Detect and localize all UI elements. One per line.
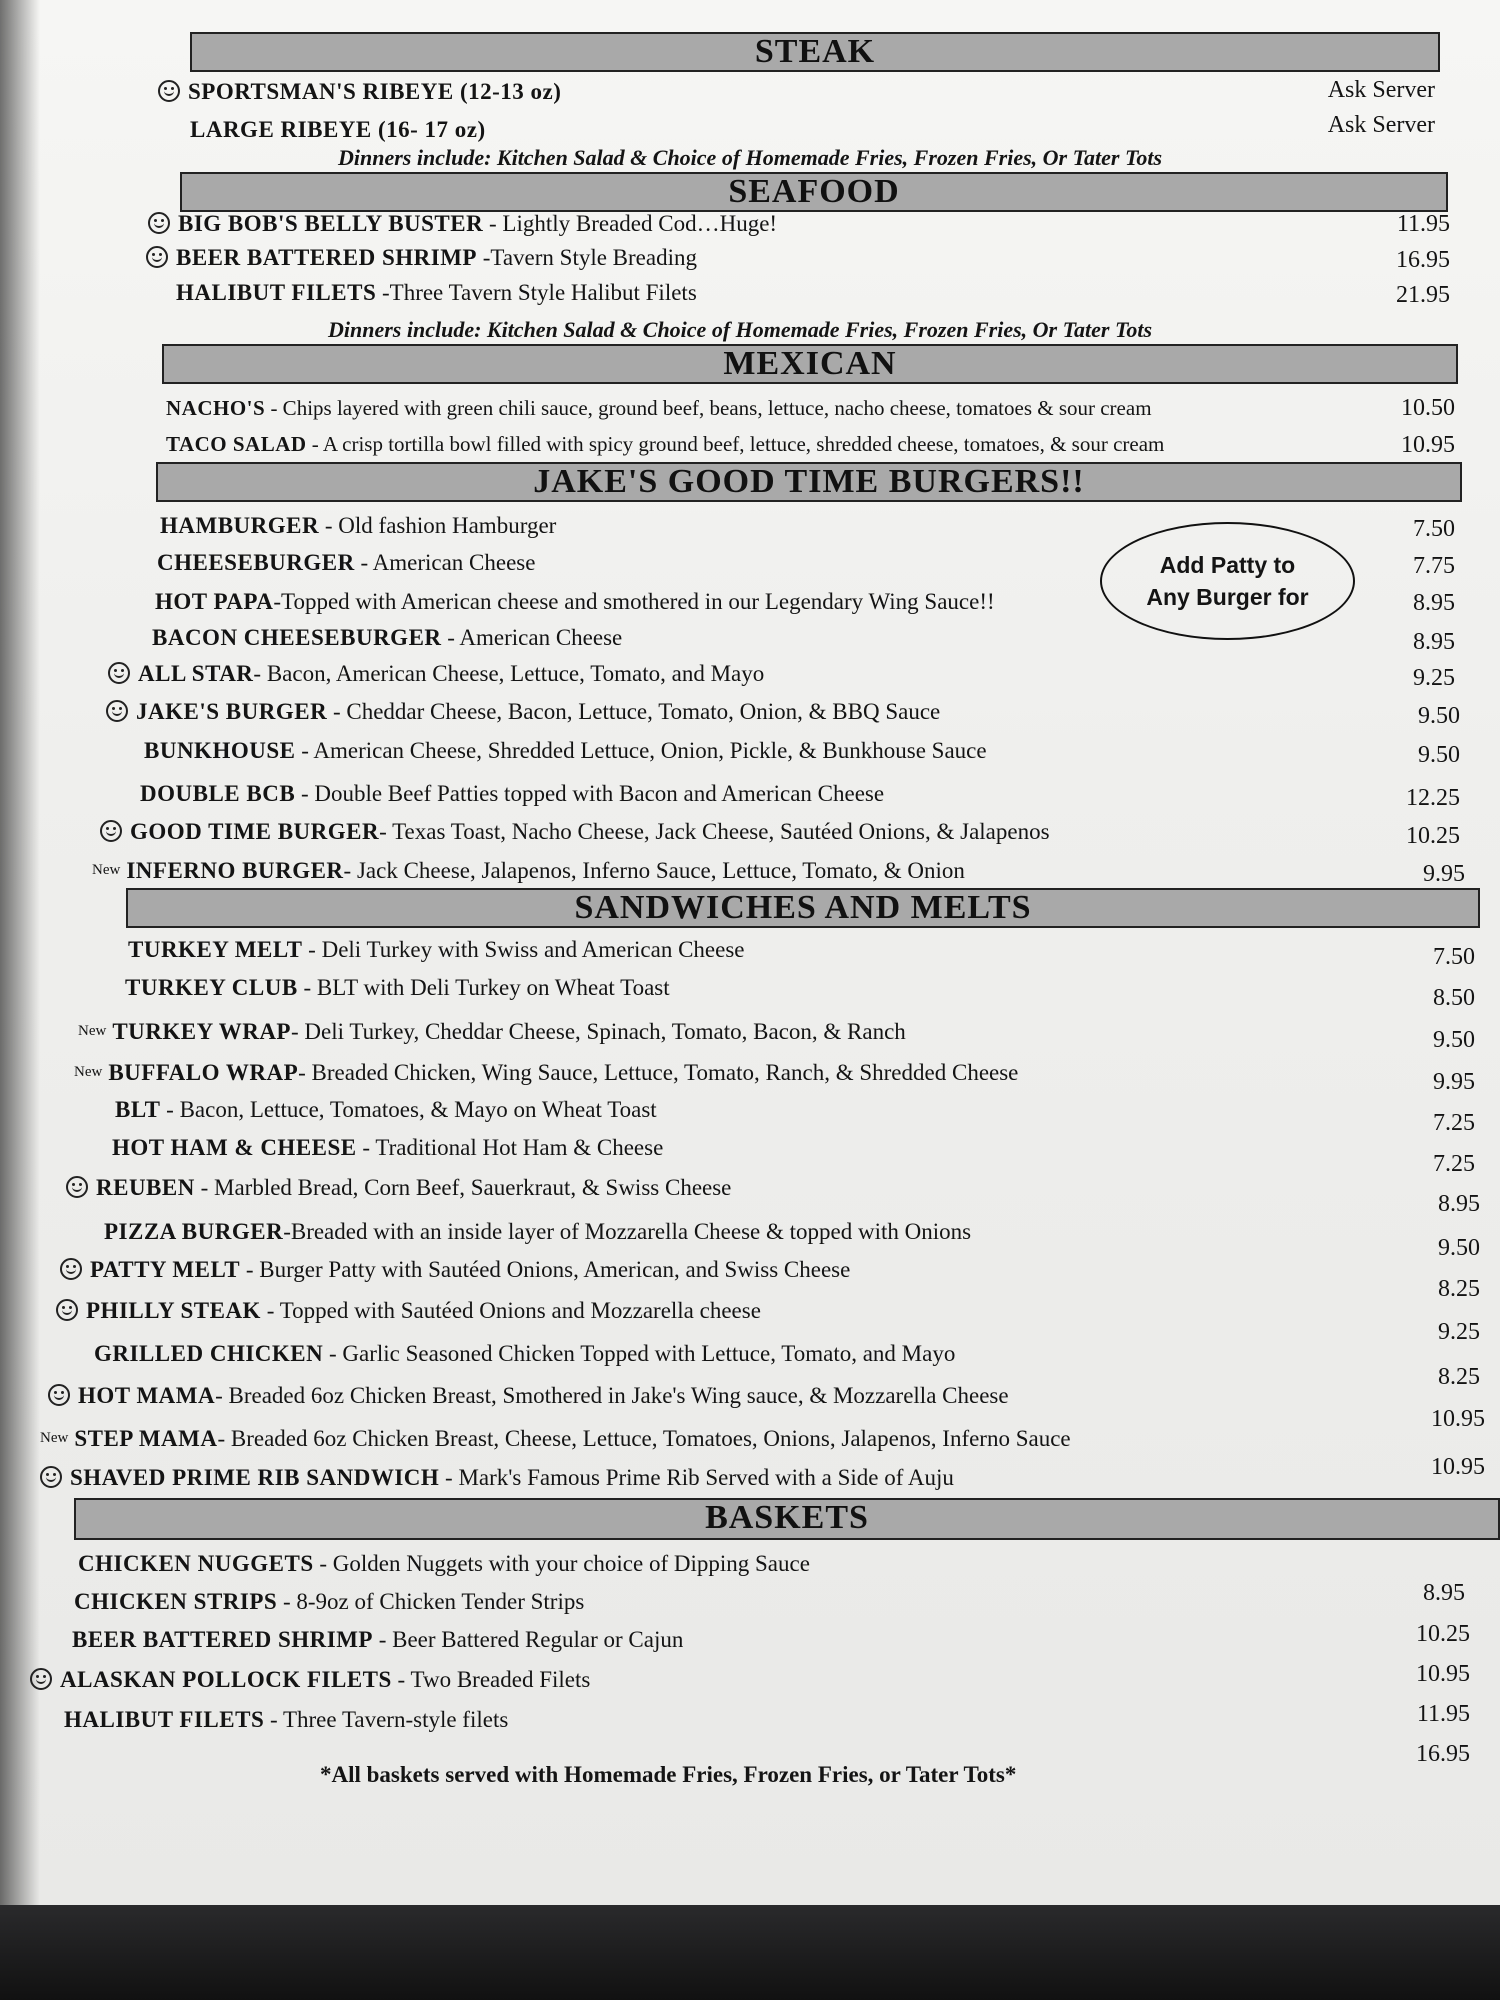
item-description: - Jack Cheese, Jalapenos, Inferno Sauce, Lettuce, Tomato, & Onion: [343, 858, 965, 883]
smiley-icon: [56, 1299, 78, 1321]
item-price: 10.95: [1416, 1661, 1470, 1687]
menu-item-grilled-chicken: [94, 1336, 955, 1372]
smiley-icon: [106, 700, 128, 722]
item-description: - American Cheese: [441, 625, 623, 650]
item-description: - Burger Patty with Sautéed Onions, American, and Swiss Cheese: [240, 1257, 851, 1282]
item-description: - Cheddar Cheese, Bacon, Lettuce, Tomato, Onion, & BBQ Sauce: [327, 699, 941, 724]
item-description: -Topped with American cheese and smothered in our Legendary Wing Sauce!!: [273, 589, 995, 614]
menu-item-jakes-burger: [106, 694, 940, 730]
item-description: - Lightly Breaded Cod…Huge!: [483, 211, 778, 236]
smiley-icon: [40, 1466, 62, 1488]
item-name: DOUBLE BCB: [140, 781, 296, 806]
steak-dinner-note: Dinners include: Kitchen Salad & Choice of Homemade Fries, Frozen Fries, Or Tater Tots: [338, 145, 1163, 170]
new-badge: New: [78, 1023, 107, 1039]
menu-item-all-star: [108, 656, 764, 692]
smiley-icon: [30, 1668, 52, 1690]
menu-item-big-bobs-belly-buster: [148, 206, 777, 242]
item-price: 7.25: [1433, 1151, 1475, 1177]
menu-item-sportsmans-ribeye: [158, 74, 561, 110]
item-name: BUFFALO WRAP: [108, 1060, 299, 1085]
item-price: 10.95: [1431, 1454, 1485, 1480]
item-name: TACO SALAD: [166, 432, 307, 456]
burgers-header: JAKE'S GOOD TIME BURGERS!!: [156, 462, 1462, 502]
item-name: BEER BATTERED SHRIMP: [72, 1627, 373, 1652]
menu-item-halibut-filets-basket: [64, 1702, 508, 1738]
item-name: PIZZA BURGER: [104, 1219, 284, 1244]
item-price: 8.50: [1433, 985, 1475, 1011]
item-price: 16.95: [1416, 1741, 1470, 1767]
item-name: BUNKHOUSE: [144, 738, 296, 763]
new-badge: New: [92, 862, 121, 878]
item-price: 10.25: [1416, 1621, 1470, 1647]
item-price: Ask Server: [1327, 77, 1435, 103]
item-name: REUBEN: [96, 1175, 195, 1200]
item-price: 9.95: [1433, 1069, 1475, 1095]
callout-line-2: Any Burger for: [1146, 584, 1309, 610]
item-name: PATTY MELT: [90, 1257, 241, 1282]
menu-item-hot-ham-cheese: [112, 1130, 663, 1166]
item-price: 9.25: [1438, 1319, 1480, 1345]
menu-item-halibut-filets: [176, 275, 697, 311]
new-badge: New: [40, 1430, 69, 1446]
item-description: - A crisp tortilla bowl filled with spicy ground beef, lettuce, shredded cheese, tomatoes, & sour cream: [306, 432, 1165, 456]
item-name: ALASKAN POLLOCK FILETS: [60, 1667, 392, 1692]
item-price: 10.95: [1431, 1406, 1485, 1432]
item-price: 7.50: [1413, 516, 1455, 542]
item-description: - Bacon, Lettuce, Tomatoes, & Mayo on Wheat Toast: [160, 1097, 657, 1122]
item-price: 10.95: [1401, 432, 1455, 458]
smiley-icon: [146, 246, 168, 268]
menu-item-beer-battered-shrimp: [146, 240, 697, 276]
menu-item-buffalo-wrap: [74, 1054, 1018, 1090]
smiley-icon: [100, 820, 122, 842]
item-name: BIG BOB'S BELLY BUSTER: [178, 211, 484, 236]
smiley-icon: [158, 80, 180, 102]
menu-item-reuben: [66, 1170, 731, 1206]
menu-item-bunkhouse: [144, 733, 987, 769]
item-description: - Breaded 6oz Chicken Breast, Smothered in Jake's Wing sauce, & Mozzarella Cheese: [215, 1383, 1009, 1408]
item-price: 8.95: [1413, 629, 1455, 655]
item-name: GRILLED CHICKEN: [94, 1341, 324, 1366]
menu-item-hamburger: [160, 508, 556, 544]
menu-item-good-time-burger: [100, 814, 1050, 850]
item-name: CHICKEN NUGGETS: [78, 1551, 314, 1576]
menu-item-nachos: [166, 390, 1152, 426]
menu-item-cheeseburger: [157, 545, 535, 581]
menu-item-shaved-prime-rib: [40, 1460, 954, 1496]
item-price: 9.25: [1413, 665, 1455, 691]
item-description: - Chips layered with green chili sauce, ground beef, beans, lettuce, nacho cheese, tomatoes & sour cream: [265, 396, 1152, 420]
menu-item-turkey-wrap: [78, 1013, 906, 1049]
item-price: 9.50: [1438, 1235, 1480, 1261]
seafood-header: SEAFOOD: [180, 172, 1448, 212]
menu-item-taco-salad: [166, 426, 1164, 462]
smiley-icon: [108, 662, 130, 684]
menu-item-step-mama: [40, 1420, 1071, 1456]
item-name: HOT PAPA: [155, 589, 274, 614]
item-price: 9.95: [1423, 861, 1465, 887]
menu-item-bacon-cheeseburger: [152, 620, 622, 656]
smiley-icon: [48, 1384, 70, 1406]
item-name: HALIBUT FILETS: [176, 280, 377, 305]
item-description: - BLT with Deli Turkey on Wheat Toast: [297, 975, 670, 1000]
item-price: 8.95: [1423, 1580, 1465, 1606]
item-name: BACON CHEESEBURGER: [152, 625, 442, 650]
item-name: JAKE'S BURGER: [136, 699, 328, 724]
item-name: CHEESEBURGER: [157, 550, 355, 575]
item-description: - Beer Battered Regular or Cajun: [372, 1627, 684, 1652]
baskets-header: BASKETS: [74, 1498, 1500, 1540]
table-surface: [0, 1905, 1500, 2000]
item-description: - Garlic Seasoned Chicken Topped with Lettuce, Tomato, and Mayo: [323, 1341, 956, 1366]
item-description: - Breaded 6oz Chicken Breast, Cheese, Lettuce, Tomatoes, Onions, Jalapenos, Inferno Sauce: [217, 1426, 1071, 1451]
item-description: - Breaded Chicken, Wing Sauce, Lettuce, Tomato, Ranch, & Shredded Cheese: [298, 1060, 1019, 1085]
item-description: - Bacon, American Cheese, Lettuce, Tomato, and Mayo: [253, 661, 765, 686]
item-price: 21.95: [1396, 282, 1450, 308]
item-description: - American Cheese: [354, 550, 536, 575]
item-price: 8.25: [1438, 1364, 1480, 1390]
menu-item-beer-battered-shrimp-basket: [72, 1622, 683, 1658]
item-description: - Marbled Bread, Corn Beef, Sauerkraut, & Swiss Cheese: [194, 1175, 732, 1200]
smiley-icon: [60, 1258, 82, 1280]
baskets-note: *All baskets served with Homemade Fries, Frozen Fries, or Tater Tots*: [320, 1762, 1017, 1787]
item-name: TURKEY WRAP: [112, 1019, 291, 1044]
item-description: -Breaded with an inside layer of Mozzarella Cheese & topped with Onions: [283, 1219, 972, 1244]
item-name: NACHO'S: [166, 396, 266, 420]
item-name: CHICKEN STRIPS: [74, 1589, 278, 1614]
item-name: HALIBUT FILETS: [64, 1707, 265, 1732]
item-name: HOT HAM & CHEESE: [112, 1135, 357, 1160]
menu-item-hot-papa: [155, 584, 995, 620]
menu-item-pizza-burger: [104, 1214, 971, 1250]
item-price: 9.50: [1418, 703, 1460, 729]
seafood-dinner-note: Dinners include: Kitchen Salad & Choice of Homemade Fries, Frozen Fries, Or Tater Tots: [328, 317, 1153, 342]
callout-line-1: Add Patty to: [1159, 552, 1296, 578]
item-name: GOOD TIME BURGER: [130, 819, 380, 844]
steak-header: STEAK: [190, 32, 1440, 72]
item-price: 8.95: [1413, 590, 1455, 616]
item-description: - Deli Turkey with Swiss and American Cheese: [302, 937, 745, 962]
item-description: - 8-9oz of Chicken Tender Strips: [277, 1589, 585, 1614]
item-price: 8.95: [1438, 1191, 1480, 1217]
new-badge: New: [74, 1064, 103, 1080]
item-price: 7.50: [1433, 944, 1475, 970]
item-description: - American Cheese, Shredded Lettuce, Onion, Pickle, & Bunkhouse Sauce: [295, 738, 987, 763]
item-price: 10.25: [1406, 823, 1460, 849]
item-name: TURKEY CLUB: [125, 975, 298, 1000]
item-description: -Three Tavern Style Halibut Filets: [376, 280, 697, 305]
menu-item-alaskan-pollock-filets: [30, 1662, 590, 1698]
item-name: STEP MAMA: [74, 1426, 218, 1451]
page-shadow: [0, 0, 40, 1905]
item-price: 7.75: [1413, 553, 1455, 579]
item-description: - Two Breaded Filets: [391, 1667, 591, 1692]
item-name: ALL STAR: [138, 661, 254, 686]
item-name: HAMBURGER: [160, 513, 320, 538]
item-name: LARGE RIBEYE (16- 17 oz): [190, 117, 486, 142]
mexican-header: MEXICAN: [162, 344, 1458, 384]
item-price: 11.95: [1416, 1701, 1470, 1727]
item-description: - Mark's Famous Prime Rib Served with a Side of Auju: [439, 1465, 954, 1490]
item-name: SPORTSMAN'S RIBEYE (12-13 oz): [188, 79, 562, 104]
menu-item-turkey-melt: [128, 932, 745, 968]
menu-item-chicken-strips: [74, 1584, 584, 1620]
item-price: 11.95: [1396, 211, 1450, 237]
item-description: - Golden Nuggets with your choice of Dipping Sauce: [313, 1551, 810, 1576]
item-name: BLT: [115, 1097, 161, 1122]
menu-item-philly-steak: [56, 1293, 761, 1329]
item-price: 7.25: [1433, 1110, 1475, 1136]
item-name: BEER BATTERED SHRIMP: [176, 245, 477, 270]
menu-item-patty-melt: [60, 1252, 850, 1288]
item-price: 9.50: [1433, 1027, 1475, 1053]
item-name: HOT MAMA: [78, 1383, 216, 1408]
item-name: INFERNO BURGER: [126, 858, 344, 883]
item-price: 12.25: [1406, 785, 1460, 811]
item-name: SHAVED PRIME RIB SANDWICH: [70, 1465, 440, 1490]
item-description: - Three Tavern-style filets: [264, 1707, 509, 1732]
item-description: - Traditional Hot Ham & Cheese: [356, 1135, 664, 1160]
sandwiches-header: SANDWICHES AND MELTS: [126, 888, 1480, 928]
item-description: -Tavern Style Breading: [476, 245, 697, 270]
item-price: 10.50: [1401, 395, 1455, 421]
item-description: - Deli Turkey, Cheddar Cheese, Spinach, Tomato, Bacon, & Ranch: [290, 1019, 906, 1044]
menu-item-turkey-club: [125, 970, 670, 1006]
item-description: - Double Beef Patties topped with Bacon and American Cheese: [295, 781, 885, 806]
item-price: 8.25: [1438, 1276, 1480, 1302]
smiley-icon: [148, 212, 170, 234]
smiley-icon: [66, 1176, 88, 1198]
item-name: PHILLY STEAK: [86, 1298, 261, 1323]
menu-item-inferno-burger: [92, 852, 965, 888]
item-description: - Topped with Sautéed Onions and Mozzarella cheese: [260, 1298, 761, 1323]
menu-item-chicken-nuggets: [78, 1546, 810, 1582]
item-price: 9.50: [1418, 742, 1460, 768]
menu-item-hot-mama: [48, 1378, 1009, 1414]
item-description: - Texas Toast, Nacho Cheese, Jack Cheese, Sautéed Onions, & Jalapenos: [379, 819, 1050, 844]
menu-item-double-bcb: [140, 776, 884, 812]
item-name: TURKEY MELT: [128, 937, 303, 962]
item-description: - Old fashion Hamburger: [319, 513, 557, 538]
item-price: 16.95: [1396, 247, 1450, 273]
item-price: Ask Server: [1327, 112, 1435, 138]
menu-item-blt: [115, 1092, 657, 1128]
